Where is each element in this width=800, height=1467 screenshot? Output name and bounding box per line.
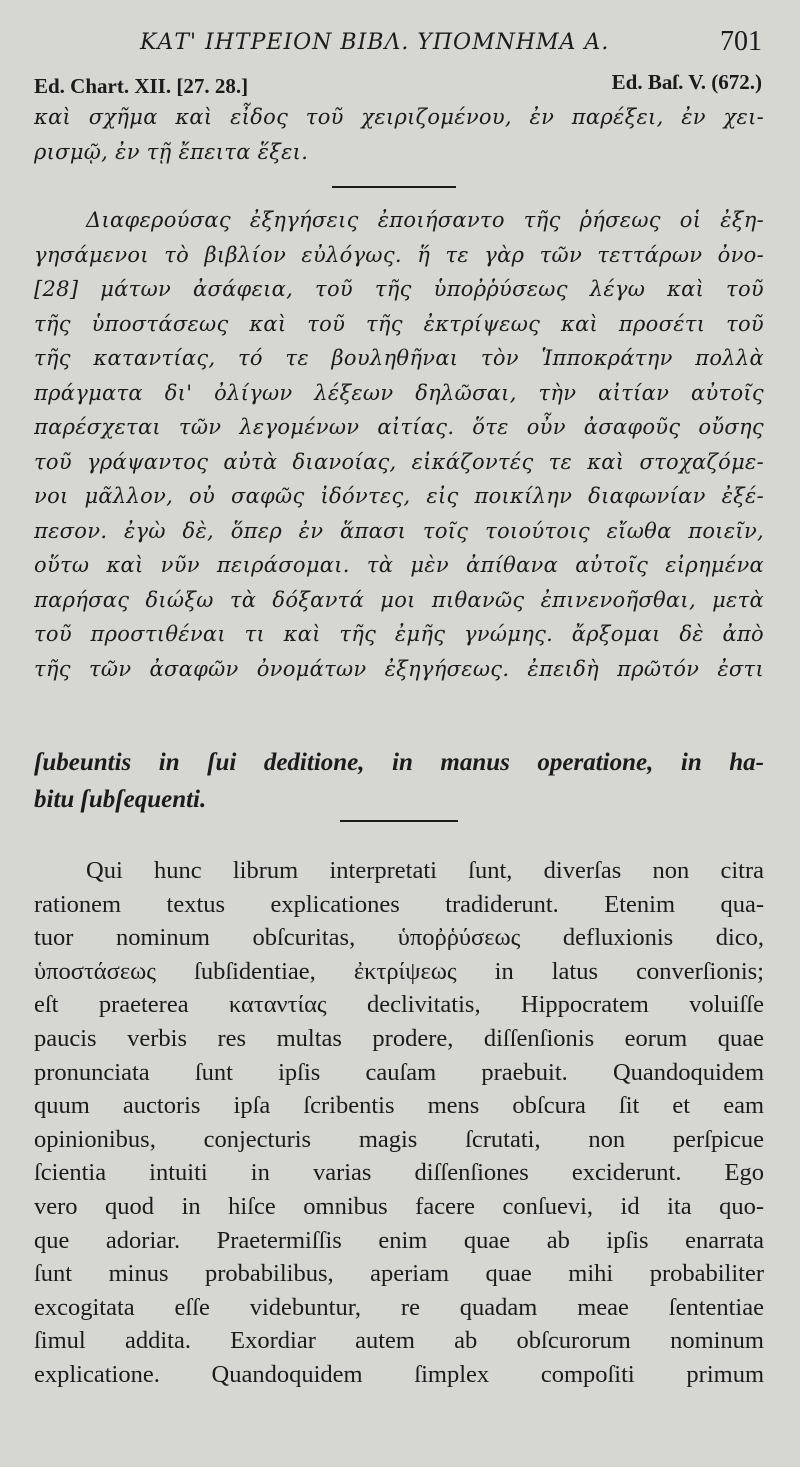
text-line: paucis verbis res multas prodere, diſſenſionis eorum quae (34, 1024, 764, 1052)
text-line: opinionibus, conjecturis magis ſcrutati, non perſpicue (34, 1125, 764, 1153)
text-line: τοῦ προστιθέναι τι καὶ τῆς ἐμῆς γνώμης. ἄρξομαι δὲ ἀπὸ (34, 622, 764, 646)
greek-commentary (34, 203, 764, 686)
page-number: 701 (720, 26, 762, 57)
text-line: τῆς τῶν ἀσαφῶν ὀνομάτων ἐξηγήσεως. ἐπειδὴ πρῶτόν ἐστι (34, 656, 764, 681)
text-line: τῆς καταντίας, τό τε βουληθῆναι τὸν Ἱπποκράτην πολλὰ (34, 346, 764, 370)
text-line: excogitata eſſe videbuntur, re quadam meae ſententiae (34, 1293, 764, 1321)
text-line: rationem textus explicationes tradiderunt. Etenim qua- (34, 890, 764, 918)
edition-reference-right: Ed. Baſ. V. (672.) (611, 70, 762, 94)
text-line: ſimul addita. Exordiar autem ab obſcurorum nominum (34, 1327, 764, 1355)
text-line: παρέσχεται τῶν λεγομένων αἰτίας. ὅτε οὖν ἀσαφοῦς οὔσης (34, 415, 764, 439)
text-line: pronunciata ſunt ipſis cauſam praebuit. Quandoquidem (34, 1058, 764, 1086)
text-line: οὕτω καὶ νῦν πειράσομαι. τὰ μὲν ἀπίθανα αὐτοῖς εἰρημένα (34, 553, 764, 577)
text-line: Qui hunc librum interpretati ſunt, diverſas non citra (86, 857, 764, 884)
text-line: παρήσας διώξω τὰ δόξαντά μοι πιθανῶς ἐπινενοῆσθαι, μετὰ (34, 587, 764, 612)
text-line: tuor nominum obſcuritas, ὑποῤῥύσεως defluxionis dico, (34, 924, 764, 952)
text-line: γησάμενοι τὸ βιβλίον εὐλόγως. ἥ τε γὰρ τῶν τεττάρων ὀνο- (34, 242, 764, 267)
edition-reference-left: Ed. Chart. XII. [27. 28.] (34, 74, 249, 98)
text-line: bitu ſubſequenti. (34, 786, 207, 813)
text-line: ſcientia intuiti in varias diſſenſiones exciderunt. Ego (34, 1159, 764, 1187)
text-line: τοῦ γράψαντος αὐτὰ διανοίας, εἰκάζοντές τε καὶ στοχαζόμε- (34, 449, 764, 474)
latin-commentary (34, 854, 764, 1392)
section-divider (332, 186, 456, 188)
running-title: ΚΑΤ' ΙΗΤΡΕΙΟΝ ΒΙΒΛ. ΥΠΟΜΝΗΜΑ Α. (140, 30, 610, 55)
text-line: vero quod in hiſce omnibus facere conſuevi, id ita quo- (34, 1192, 764, 1220)
text-line: ρισμῷ, ἐν τῇ ἔπειτα ἕξει. (34, 139, 309, 164)
text-line: νοι μᾶλλον, οὐ σαφῶς ἰδόντες, εἰς ποικίλην διαφωνίαν ἐξέ- (34, 484, 764, 508)
text-line: ſunt minus probabilibus, aperiam quae mihi probabiliter (34, 1260, 764, 1288)
text-line: Διαφερούσας ἐξηγήσεις ἐποιήσαντο τῆς ῥήσεως οἱ ἐξη- (86, 208, 764, 232)
text-line: [28] μάτων ἀσάφεια, τοῦ τῆς ὑποῤῥύσεως λέγω καὶ τοῦ (34, 277, 764, 301)
latin-aphorism (34, 744, 764, 818)
text-line: ὑποστάσεως ſubſidentiae, ἐκτρίψεως in latus converſionis; (34, 957, 764, 985)
text-line: que adoriar. Praetermiſſis enim quae ab ipſis enarrata (34, 1226, 764, 1254)
text-line: τῆς ὑποστάσεως καὶ τοῦ τῆς ἐκτρίψεως καὶ προσέτι τοῦ (34, 311, 764, 336)
text-line: eſt praeterea καταντίας declivitatis, Hippocratem voluiſſe (34, 991, 764, 1019)
text-line: quum auctoris ipſa ſcribentis mens obſcura ſit et eam (34, 1092, 764, 1120)
text-line: πράγματα δι' ὀλίγων λέξεων δηλῶσαι, τὴν αἰτίαν αὐτοῖς (34, 380, 764, 405)
section-divider (340, 820, 458, 822)
text-line: explicatione. Quandoquidem ſimplex compoſiti primum (34, 1360, 764, 1388)
text-line: πεσον. ἐγὼ δὲ, ὅπερ ἐν ἅπασι τοῖς τοιούτοις εἴωθα ποιεῖν, (34, 518, 764, 543)
greek-aphorism (34, 100, 764, 169)
text-line: καὶ σχῆμα καὶ εἶδος τοῦ χειριζομένου, ἐν παρέξει, ἐν χει- (34, 105, 764, 129)
text-line: ſubeuntis in ſui deditione, in manus operatione, in ha- (34, 749, 764, 776)
